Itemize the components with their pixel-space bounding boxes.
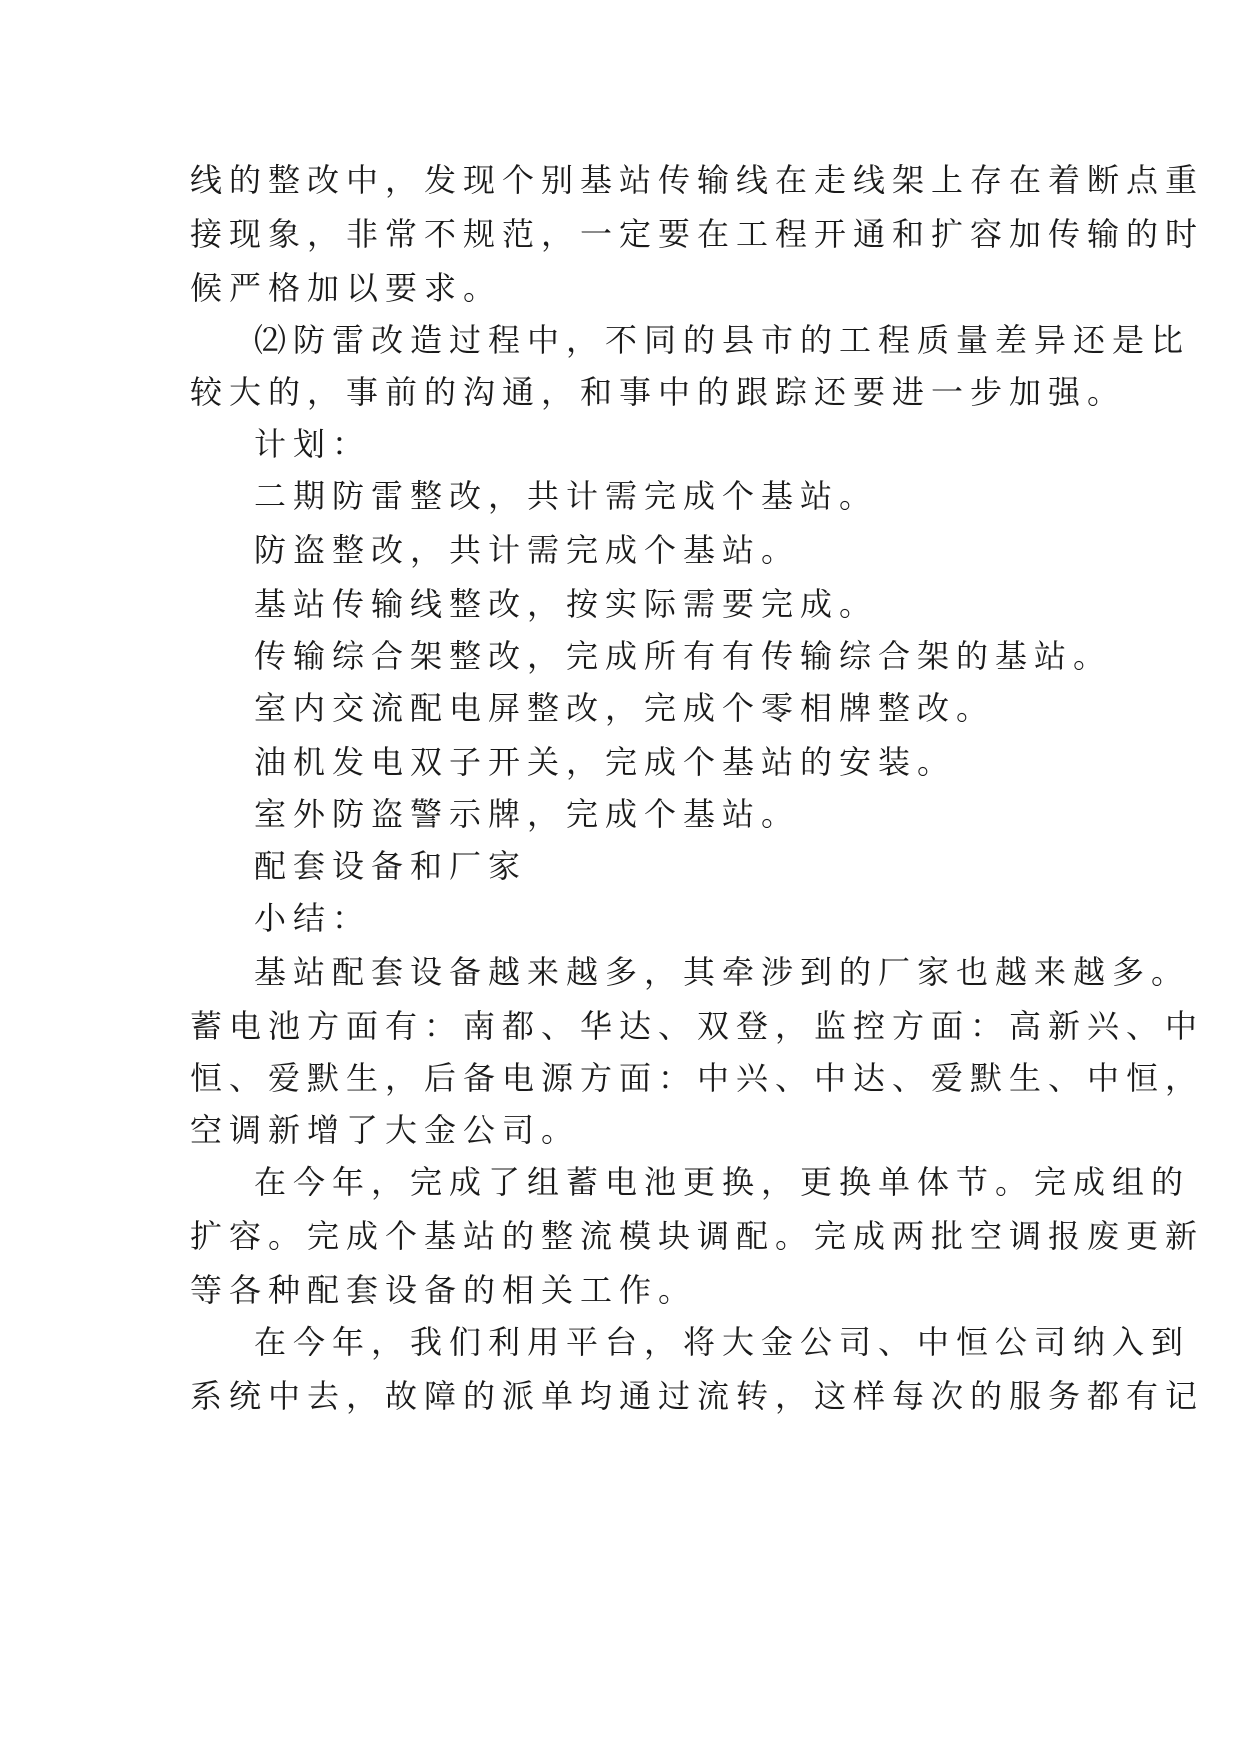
text-line: 较大的，事前的沟通，和事中的跟踪还要进一步加强。 [190, 373, 1127, 411]
text-line: 在今年，我们利用平台，将大金公司、中恒公司纳入到 [254, 1323, 1191, 1361]
text-line: 候严格加以要求。 [190, 269, 503, 307]
text-line: 扩容。完成个基站的整流模块调配。完成两批空调报废更新 [190, 1217, 1205, 1255]
text-line: 在今年，完成了组蓄电池更换，更换单体节。完成组的 [254, 1163, 1191, 1201]
text-line: 油机发电双子开关，完成个基站的安装。 [254, 743, 957, 781]
text-line: 小结： [254, 899, 372, 937]
text-line: 传输综合架整改，完成所有有传输综合架的基站。 [254, 637, 1113, 675]
text-line: 基站配套设备越来越多，其牵涉到的厂家也越来越多。 [254, 953, 1191, 991]
text-line: 基站传输线整改，按实际需要完成。 [254, 585, 879, 623]
text-line: 等各种配套设备的相关工作。 [190, 1271, 698, 1309]
text-line: 室外防盗警示牌，完成个基站。 [254, 795, 801, 833]
text-line: 恒、爱默生，后备电源方面：中兴、中达、爱默生、中恒， [190, 1059, 1205, 1097]
text-line: 防盗整改，共计需完成个基站。 [254, 531, 801, 569]
text-line: 蓄电池方面有：南都、华达、双登，监控方面：高新兴、中 [190, 1007, 1205, 1045]
text-line: ⑵防雷改造过程中，不同的县市的工程质量差异还是比 [254, 321, 1191, 359]
text-line: 线的整改中，发现个别基站传输线在走线架上存在着断点重 [190, 161, 1205, 199]
text-line: 二期防雷整改，共计需完成个基站。 [254, 477, 879, 515]
text-line: 空调新增了大金公司。 [190, 1111, 581, 1149]
text-line: 接现象，非常不规范，一定要在工程开通和扩容加传输的时 [190, 215, 1205, 253]
text-line: 计划： [254, 425, 372, 463]
text-line: 配套设备和厂家 [254, 847, 528, 885]
text-line: 室内交流配电屏整改，完成个零相牌整改。 [254, 689, 996, 727]
text-line: 系统中去，故障的派单均通过流转，这样每次的服务都有记 [190, 1377, 1205, 1415]
